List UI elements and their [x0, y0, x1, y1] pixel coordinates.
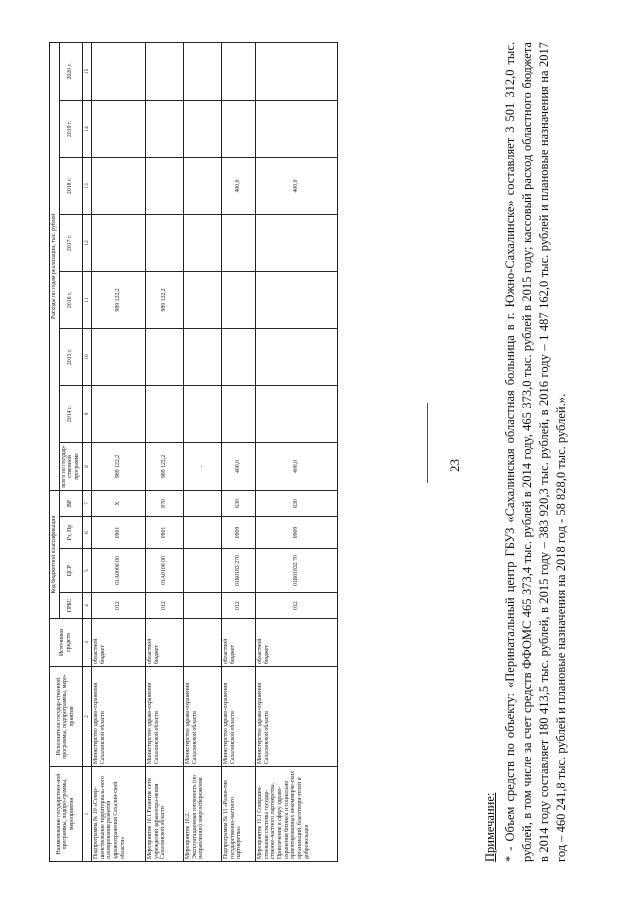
cell-2018: [183, 157, 221, 214]
cell-name: Подпрограмма № 10 «Совер-шенствование территориаль-ного планирования развития здравоохранения Сахалин-ской области»: [91, 767, 145, 862]
header-name: Наименование государствен-ной программы, подпро-граммы, мероприятия: [50, 767, 83, 862]
cell-2020: [183, 42, 221, 100]
cell-name: Подпрограмма № 11 «Разви-тие государственно-частного партнерства»: [221, 767, 255, 862]
cell-csr: 01А0100 00: [145, 549, 183, 593]
table-row: [221, 42, 255, 861]
cell-2016: 989 122,2: [145, 271, 183, 328]
cell-total: -: [183, 442, 221, 490]
cell-vr: Х: [91, 490, 145, 516]
note-block: [482, 42, 569, 862]
header-year-2020: 2020 г.: [59, 42, 82, 100]
col-num: 10: [82, 328, 91, 385]
col-num: 7: [82, 490, 91, 516]
header-rzpr: Рз, Пр: [59, 517, 82, 549]
cell-2015: [221, 328, 255, 385]
cell-2015: [183, 328, 221, 385]
cell-source: областной бюджет: [145, 619, 183, 667]
cell-total: 400,0: [221, 442, 255, 490]
cell-vr: 870: [145, 490, 183, 516]
cell-2018: 400,0: [255, 157, 337, 214]
cell-2017: [183, 214, 221, 271]
cell-2015: [91, 328, 145, 385]
cell-2019: [91, 100, 145, 157]
cell-2020: [221, 42, 255, 100]
col-num: 13: [82, 157, 91, 214]
cell-2019: [221, 100, 255, 157]
cell-grbs: 012: [145, 593, 183, 619]
cell-rzpr: 0901: [145, 517, 183, 549]
table-row: [91, 42, 145, 861]
header-source: Источники средств: [50, 619, 83, 667]
header-year-2019: 2019 г.: [59, 100, 82, 157]
cell-csr: 01Б0183 270: [221, 549, 255, 593]
cell-2018: 400,0: [221, 157, 255, 214]
header-vr: ВР: [59, 490, 82, 516]
header-year-2018: 2018 г.: [59, 157, 82, 214]
cell-2020: [145, 42, 183, 100]
header-year-2014: 2014 г.: [59, 385, 82, 442]
col-num: 12: [82, 214, 91, 271]
cell-2020: [255, 42, 337, 100]
col-num: 6: [82, 517, 91, 549]
col-num: 4: [82, 593, 91, 619]
cell-2018: [91, 157, 145, 214]
budget-table: [49, 42, 338, 862]
cell-executor: Министерство здраво-охранения Сахалинской области: [221, 667, 255, 767]
column-numbers-row: [82, 42, 91, 861]
cell-grbs: 012: [255, 593, 337, 619]
col-num: 3: [82, 619, 91, 667]
cell-2017: [221, 214, 255, 271]
cell-total: 400,0: [255, 442, 337, 490]
cell-csr: [183, 549, 221, 593]
cell-2019: [145, 100, 183, 157]
cell-2016: [183, 271, 221, 328]
cell-2019: [183, 100, 221, 157]
cell-source: областной бюджет: [91, 619, 145, 667]
cell-grbs: 012: [91, 593, 145, 619]
cell-csr: 01Б01832 70: [255, 549, 337, 593]
cell-source: [183, 619, 221, 667]
cell-2014: [183, 385, 221, 442]
cell-source: областной бюджет: [221, 619, 255, 667]
cell-2014: [221, 385, 255, 442]
cell-2014: [91, 385, 145, 442]
header-budget-code: Код бюджетной классификации: [50, 490, 60, 618]
header-total: всего по государ-ственной программе: [59, 442, 82, 490]
col-num: 15: [82, 42, 91, 100]
cell-grbs: 012: [221, 593, 255, 619]
cell-rzpr: 0909: [255, 517, 337, 549]
cell-2019: [255, 100, 337, 157]
cell-rzpr: 0901: [91, 517, 145, 549]
cell-name: Мероприятие 10.1 Развитие сети учреждений здравоохра-нения Сахалинской области: [145, 767, 183, 862]
cell-2017: [145, 214, 183, 271]
cell-name: Мероприятие 11.1 Совершен-ствование системы государ-ственно-частного партнерства. Привлечение в сферу здраво-охранения бизнеса и социально ориентированных некоммерче-ских организаций, благотвори-телей и добровольцев: [255, 767, 337, 862]
col-num: 14: [82, 100, 91, 157]
cell-vr: [183, 490, 221, 516]
cell-csr: 01А0000 00: [91, 549, 145, 593]
note-text: * - Объем средств по объекту: «Перинатальный центр ГБУЗ «Сахалинская областная больница в г. Южно-Сахалинске» составляет 3 501 312,0 тыс. рублей, в том числе за счет средств ФФОМС 465 373,4 тыс. рублей в 2014 году, 465 373,0 тыс. рублей в 2015 году; кассовый расход областного бюджета в 2014 году составляет 180 413,5 тыс. рублей, в 2015 году – 383 920,3 тыс. рублей, в 2016 году – 1 487 162,0 тыс. рублей и плановые назначения на 2017 год – 460 241,8 тыс. рублей и плановые назначения на 2018 год - 58 828,0 тыс. рублей.».: [502, 42, 568, 862]
header-year-2017: 2017 г.: [59, 214, 82, 271]
rotated-inner: [27, 22, 613, 882]
divider: [427, 403, 428, 483]
col-num: 11: [82, 271, 91, 328]
header-row-1: [50, 42, 60, 861]
cell-total: 989 122,2: [145, 442, 183, 490]
cell-2017: [91, 214, 145, 271]
col-num: 9: [82, 385, 91, 442]
cell-name: Мероприятие 10.2. Эксплуатационная готовность (по направлению) энергосбережения: [183, 767, 221, 862]
col-num: 8: [82, 442, 91, 490]
page-number: 23: [447, 459, 462, 472]
cell-source: областной бюджет: [255, 619, 337, 667]
cell-2017: [255, 214, 337, 271]
col-num: 2: [82, 667, 91, 767]
table-row: [183, 42, 221, 861]
header-csr: ЦСР: [59, 549, 82, 593]
cell-executor: Министерство здраво-охранения Сахалинской области: [255, 667, 337, 767]
cell-executor: Министерство здраво-охранения Сахалинской области: [145, 667, 183, 767]
col-num: 5: [82, 549, 91, 593]
cell-rzpr: 0909: [221, 517, 255, 549]
header-expenses: Расходы по годам реализации, тыс. рублей: [50, 42, 60, 490]
cell-2020: [91, 42, 145, 100]
header-year-2016: 2016 г.: [59, 271, 82, 328]
cell-vr: 630: [255, 490, 337, 516]
cell-2015: [255, 328, 337, 385]
cell-2016: 989 122,2: [91, 271, 145, 328]
cell-executor: Министерство здраво-охранения Сахалинской области: [183, 667, 221, 767]
cell-2014: [255, 385, 337, 442]
table-row: [255, 42, 337, 861]
header-year-2015: 2015 г.: [59, 328, 82, 385]
col-num: 1: [82, 767, 91, 862]
cell-2014: [145, 385, 183, 442]
cell-total: 989 122,2: [91, 442, 145, 490]
cell-rzpr: [183, 517, 221, 549]
cell-grbs: [183, 593, 221, 619]
cell-2018: [145, 157, 183, 214]
cell-2015: [145, 328, 183, 385]
rotated-page-content: [27, 22, 613, 882]
cell-2016: [221, 271, 255, 328]
header-grbs: ГРБС: [59, 593, 82, 619]
header-executor: Исполнители государ-ственной программы, подпрограммы, меро-приятия: [50, 667, 83, 767]
table-row: [145, 42, 183, 861]
note-title: Примечание:: [483, 792, 497, 862]
cell-2016: [255, 271, 337, 328]
cell-executor: Министерство здраво-охранения Сахалинской области: [91, 667, 145, 767]
cell-vr: 630: [221, 490, 255, 516]
